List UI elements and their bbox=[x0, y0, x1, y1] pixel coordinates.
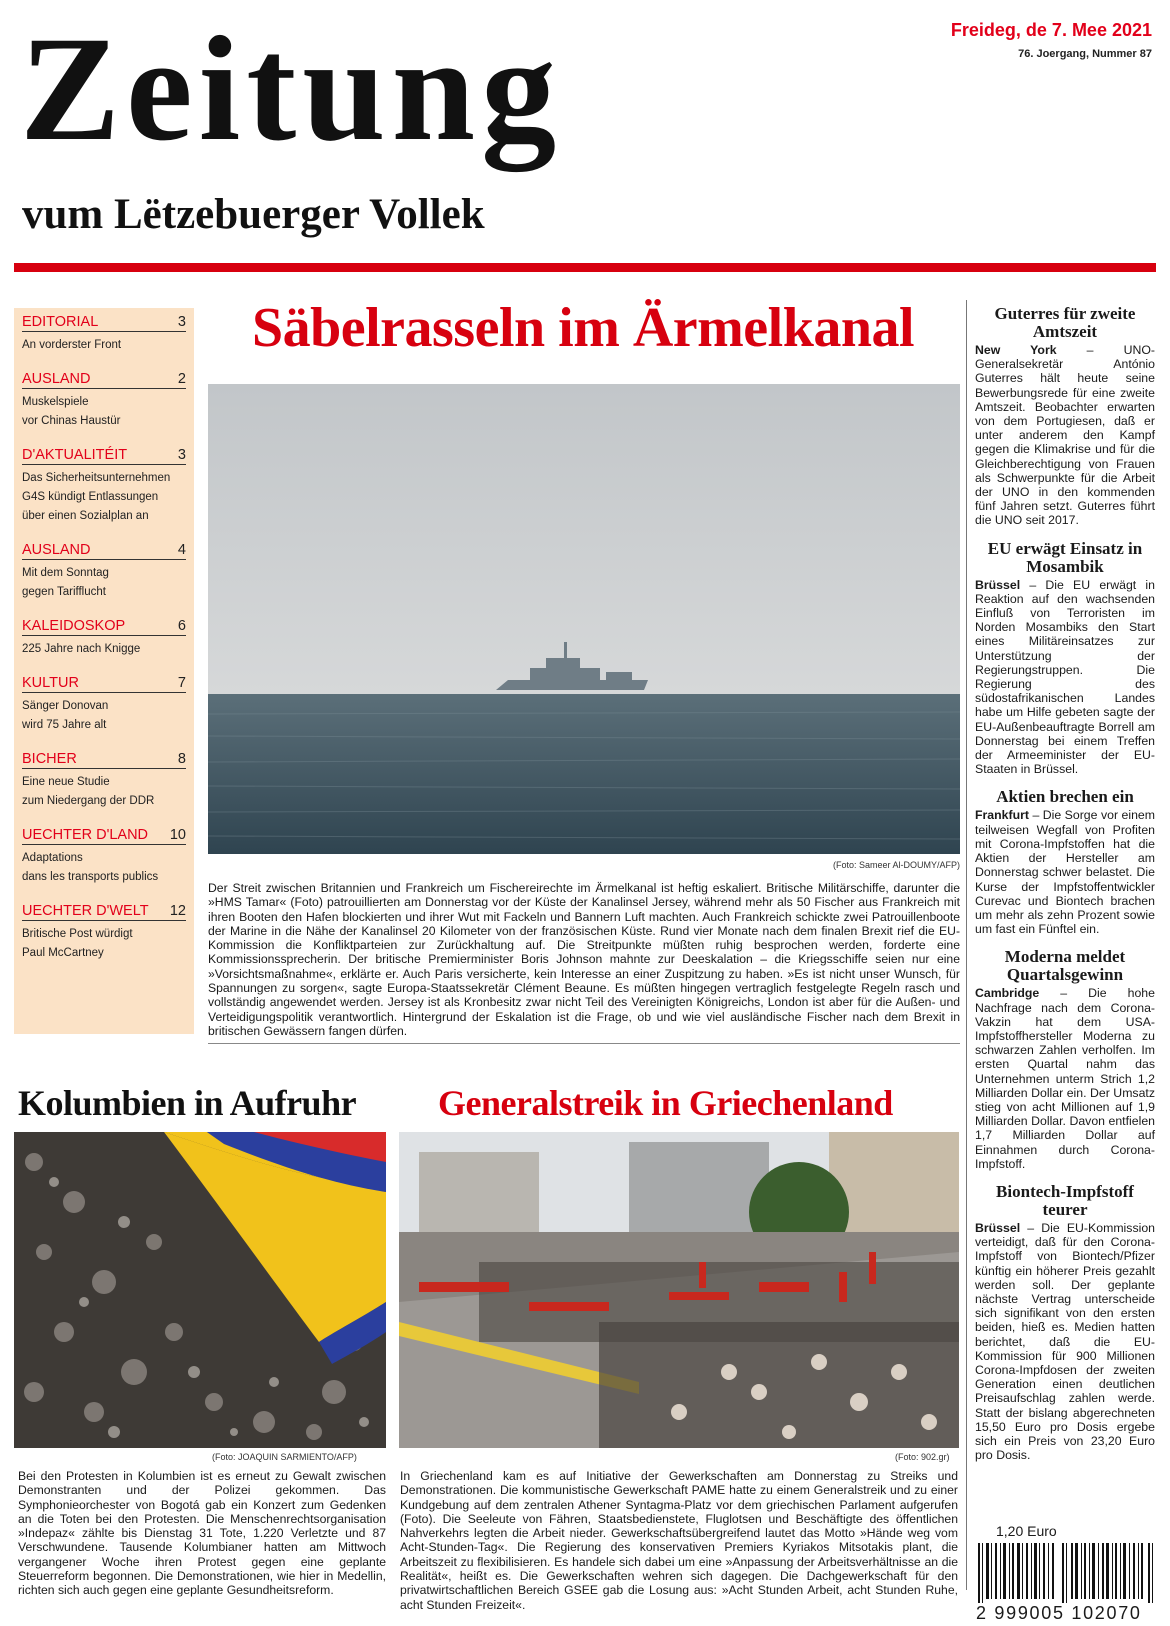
index-section: D'AKTUALITÉIT bbox=[22, 447, 128, 463]
index-page: 3 bbox=[177, 447, 186, 463]
index-desc: Britische Post würdigt Paul McCartney bbox=[22, 928, 133, 959]
index-page: 12 bbox=[169, 903, 186, 919]
colombia-body: Bei den Protesten in Kolumbien ist es erneut zu Gewalt zwischen Demonstranten und der Polizei gekommen. Das Symphonieorchester von Bogotá gab ein Konzert zum Gedenken an die Toten bei den Protesten. Die Menschenrechtsorganisation »Indepaz« zählte bis Dienstag 31 Tote, 1.220 Verletzte und 87 Verschwundene. Tausende Kolumbianer hatten am Mittwoch vergangener Woche ihren Protest gegen eine geplante Steuerreform begonnen. Die Demonstrationen, wie hier in Medellin, richten sich auch gegen eine geplante Gesundheitsreform. bbox=[18, 1469, 386, 1598]
brief-text: – Die EU-Kommission verteidigt, daß für den Corona-Impfstoff von Biontech/Pfizer künftig ein höherer Preis gezahlt werden soll. Der geplante nächste Vertrag unterscheide sich signifikant von den ersten beiden, hieß es. Medien hatten berichtet, daß die EU-Kommission für 900 Millionen Corona-Impfdosen der zweiten Generation einen deutlichen Preisaufschlag zahlen werde. Statt der bislang abgerechneten 15,50 Euro pro Dosis ergebe sich ein Preis von 23,20 Euro pro Dosis. bbox=[975, 1220, 1155, 1463]
brief-item[interactable] bbox=[975, 948, 1155, 1171]
lead-photo-credit: (Foto: Sameer Al-DOUMY/AFP) bbox=[832, 860, 960, 870]
index-page: 7 bbox=[177, 675, 186, 691]
index-desc: Mit dem Sonntag gegen Tarifflucht bbox=[22, 567, 109, 598]
colombia-photo-credit: (Foto: JOAQUIN SARMIENTO/AFP) bbox=[212, 1452, 357, 1462]
brief-text: – UNO-Generalsekretär António Guterres hält heute seine Bewerbungsrede für eine zweite Amtszeit. Beobachter erwarten von dem Portugiesen, daß er unter anderem den Kampf gegen die Klimakrise und für die Gleichberechtigung von Frauen als Schwerpunkte für die Arbeit der UNO in den kommenden fünf Jahren setzt. Guterres führt die UNO seit 2017. bbox=[975, 343, 1156, 528]
brief-place: Brüssel bbox=[975, 577, 1021, 592]
divider bbox=[208, 1043, 960, 1044]
index-section: AUSLAND bbox=[22, 542, 91, 558]
index-box bbox=[14, 308, 194, 1034]
brief-item[interactable] bbox=[975, 305, 1155, 528]
index-section: AUSLAND bbox=[22, 371, 91, 387]
brief-item[interactable] bbox=[975, 1183, 1155, 1462]
index-section: BICHER bbox=[22, 751, 77, 767]
index-entry[interactable] bbox=[22, 371, 186, 431]
lead-photo-warship bbox=[208, 384, 960, 854]
index-desc: Sänger Donovan wird 75 Jahre alt bbox=[22, 700, 109, 731]
brief-item[interactable] bbox=[975, 788, 1155, 936]
index-page: 6 bbox=[177, 618, 186, 634]
masthead-rule bbox=[14, 263, 1156, 272]
index-entry[interactable] bbox=[22, 447, 186, 526]
index-page: 3 bbox=[177, 314, 186, 330]
index-desc: 225 Jahre nach Knigge bbox=[22, 643, 141, 655]
issue-date: Freideg, de 7. Mee 2021 bbox=[950, 20, 1152, 40]
index-page: 4 bbox=[177, 542, 186, 558]
brief-title: Aktien brechen ein bbox=[996, 787, 1134, 807]
index-desc: Das Sicherheitsunternehmen G4S kündigt Entlassungen über einen Sozialplan an bbox=[22, 472, 171, 522]
brief-place: Brüssel bbox=[975, 1220, 1021, 1235]
brief-title: EU erwägt Einsatz in Mosambik bbox=[987, 538, 1143, 576]
greece-strike-photo bbox=[399, 1132, 959, 1448]
index-entry[interactable] bbox=[22, 618, 186, 659]
barcode-digits: 2 999005 102070 bbox=[976, 1603, 1142, 1623]
index-entry[interactable] bbox=[22, 827, 186, 887]
index-section: UECHTER D'WELT bbox=[22, 903, 149, 919]
colombia-protest-photo bbox=[14, 1132, 386, 1448]
news-briefs bbox=[975, 305, 1155, 1474]
greece-headline[interactable]: Generalstreik in Griechenland bbox=[438, 1083, 893, 1123]
cover-price: 1,20 Euro bbox=[996, 1523, 1057, 1539]
masthead-title: Zeitung bbox=[20, 6, 563, 172]
greece-photo-credit: (Foto: 902.gr) bbox=[895, 1452, 950, 1462]
brief-text: – Die Sorge vor einem teilweisen Wegfall von Profiten mit Corona-Impfstoffen hat die Aktien der Hersteller am Donnerstag schwer belastet. Die Kurse der Impfstoffentwickler Curevac und Biontech brachen um mehr als zehn Prozent sowie um fast ein Fünftel ein. bbox=[975, 808, 1155, 937]
lead-body: Der Streit zwischen Britannien und Frankreich um Fischereirechte im Ärmelkanal ist heftig eskaliert. Britische Militärschiffe, darunter die »HMS Tamar« (Foto) patrouillierten am Donnerstag vor der Küste der Kanalinsel Jersey, während mehr als 50 Fischer aus Frankreich mit ihren Booten den Hafen blockierten und ihrer Wut mit Fackeln und Bannern Luft machten. Auch Frankreich schickte zwei Patrouillenboote der Marine in die Nähe der Kanalinsel 20 Kilometer von der französischen Küste. Rund vier Monate nach dem finalen Brexit rief die EU-Kommission die Konfliktparteien zur Zurückhaltung auf. Die Streitpunkte müßten ruhig besprochen werden, forderte eine Kommissionssprecherin. Der britische Premierminister Boris Johnson mahnte zur Deeskalation – die Kriegsschiffe seien nur eine »Vorsichtsmaßnahme«, erklärte er. Auch Paris versicherte, kein Interesse an einer Zuspitzung zu haben. »Es ist nicht unser Wunsch, für Spannungen zu sorgen«, sagte Europa-Staatssekretär Clément Beaune. Es müßten hingegen vertraglich festgelegte Regeln rasch und vollständig angewendet werden. Jersey ist als Kronbesitz zwar nicht Teil des Vereinigten Königreichs, London ist aber für die Außen- und Verteidigungspolitik verantwortlich. Hintergrund der Eskalation ist die Frage, ob und wie viel ausländische Fischer nach dem Brexit in britischen Gewässern fangen dürfen. bbox=[208, 881, 960, 1038]
index-desc: An vorderster Front bbox=[22, 339, 122, 351]
masthead-subtitle: vum Lëtzebuerger Vollek bbox=[22, 191, 485, 238]
brief-place: Cambridge bbox=[975, 986, 1040, 1001]
index-entry[interactable] bbox=[22, 542, 186, 602]
brief-item[interactable] bbox=[975, 540, 1155, 777]
index-page: 8 bbox=[177, 751, 186, 767]
brief-title: Guterres für zweite Amtszeit bbox=[994, 304, 1136, 341]
greece-body: In Griechenland kam es auf Initiative der Gewerkschaften am Donnerstag zu Streiks und Demonstrationen. Die kommunistische Gewerkschaft PAME hatte zu einem Generalstreik und zu einer Kundgebung auf dem zentralen Athener Syntagma-Platz vor dem griechischen Parlament aufgerufen (Foto). Die Seeleute von Fähren, Staatsbedienstete, Fluglotsen und Beschäftigte des öffentlichen Nahverkehrs legten die Arbeit nieder. Gewerkschaftsübergreifend lautet das Motto »Hände weg vom Acht-Stunden-Tag«. Die Regierung des konservativen Premiers Kyriakos Mitsotakis plant, die Arbeitszeit zu flexibilisieren. Es handele sich dabei um eine »Anpassung der Arbeitsverhältnisse an die Realität«, heißt es. Die Gewerkschaften wehren sich dagegen. Die Dachgewerkschaft für den privatwirtschaftlichen Bereich GSEE gab die Losung aus: »Acht Stunden Arbeit, acht Stunden Ruhe, acht Stunden Freizeit«. bbox=[400, 1469, 958, 1612]
issue-number: 76. Joergang, Nummer 87 bbox=[1018, 48, 1152, 60]
index-desc: Muskelspiele vor Chinas Haustür bbox=[22, 396, 121, 427]
brief-text: – Die hohe Nachfrage nach dem Corona-Vakzin hat dem USA-Impfstoffhersteller Moderna zu schwarzen Zahlen verholfen. Im ersten Quartal nahm das Unternehmen unterm Strich 1,2 Milliarden Dollar ein. Der Umsatz stieg von acht Millionen auf 1,9 Milliarden Dollar. Davon entfielen 1,7 Milliarden Dollar auf Einnahmen durch Corona-Impfstoff. bbox=[975, 986, 1155, 1171]
index-page: 2 bbox=[177, 371, 186, 387]
brief-place: Frankfurt bbox=[975, 808, 1029, 823]
brief-text: – Die EU erwägt in Reaktion auf den wachsenden Einfluß von Terroristen im Norden Mosambiks den Start eines Militäreinsatzes zur Unterstützung der Regierungstruppen. Die Regierung des südostafrikanischen Landes habe um Hilfe gebeten sagte der EU-Außenbeauftragte Borrell am Donnerstag bei einem Treffen der Armeeminister der EU-Staaten in Brüssel. bbox=[975, 577, 1155, 777]
index-entry[interactable] bbox=[22, 903, 186, 963]
index-section: EDITORIAL bbox=[22, 314, 99, 330]
brief-title: Moderna meldet Quartalsgewinn bbox=[1004, 947, 1126, 985]
index-entry[interactable] bbox=[22, 751, 186, 811]
index-section: UECHTER D'LAND bbox=[22, 827, 149, 843]
lead-headline[interactable]: Säbelrasseln im Ärmelkanal bbox=[251, 297, 915, 359]
column-divider bbox=[966, 300, 967, 1590]
index-section: KULTUR bbox=[22, 675, 79, 691]
colombia-headline[interactable]: Kolumbien in Aufruhr bbox=[18, 1083, 357, 1123]
index-desc: Eine neue Studie zum Niedergang der DDR bbox=[22, 776, 155, 807]
index-page: 10 bbox=[169, 827, 186, 843]
index-desc: Adaptations dans les transports publics bbox=[22, 852, 159, 883]
brief-title: Biontech-Impfstoff teurer bbox=[996, 1181, 1134, 1219]
barcode-icon bbox=[976, 1543, 1156, 1603]
index-entry[interactable] bbox=[22, 314, 186, 355]
index-section: KALEIDOSKOP bbox=[22, 618, 126, 634]
brief-place: New York bbox=[975, 343, 1057, 357]
index-entry[interactable] bbox=[22, 675, 186, 735]
